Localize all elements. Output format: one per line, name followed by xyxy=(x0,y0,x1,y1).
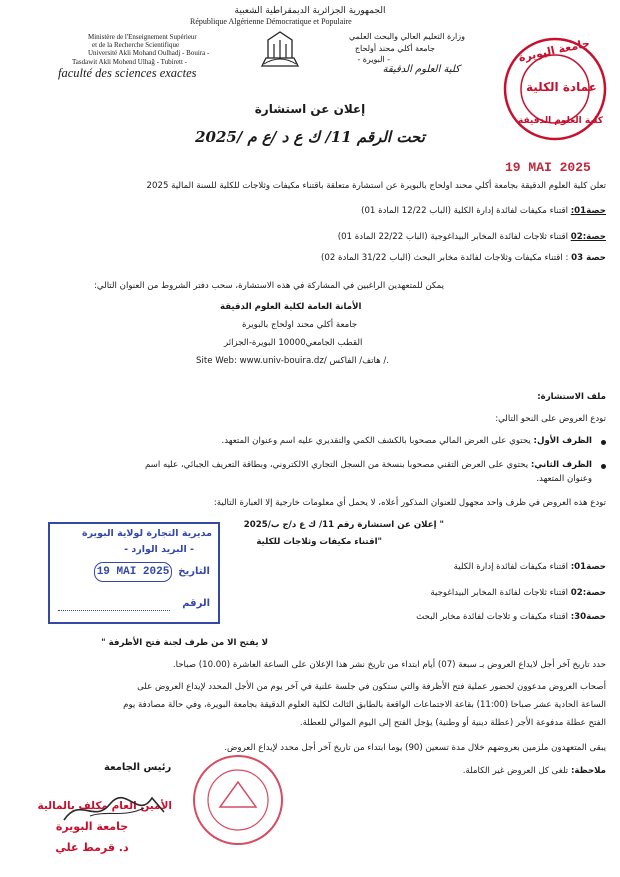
stamp-outer-text: جامعة البويرة xyxy=(517,36,591,65)
announcement-title: إعلان عن استشارة xyxy=(254,102,366,116)
envelope-2-text: يحتوي على العرض التقني مصحوبا بنسخة من السجل التجاري الالكتروني، وبطاقة التعريف الجبائي، عليه اسم xyxy=(144,460,529,470)
validity-paragraph: يبقى المتعهدون ملزمين بعروضهم خلال مدة تسعين (90) يوما ابتداء من تاريخ آخر أجل محدد لإيداع العروض. xyxy=(224,743,606,753)
intro-text: تعلن كلية العلوم الدقيقة بجامعة أكلي محند اولحاج بالبويرة عن استشارة متعلقة باقتناء مكيفات وثلاجات للكلية للسنة المالية 2025 xyxy=(146,181,606,191)
stamp-date-label: التاريخ xyxy=(178,566,210,577)
univ-fr-2: Tasdawit Akli Mohend Ulhağ - Tubirett - xyxy=(72,58,188,66)
ministry-fr-1: Ministère de l'Enseignement Supérieur xyxy=(88,33,197,41)
lot-text: اقتناء مكيفات و ثلاجات لفائدة مخابر البحث xyxy=(416,612,568,622)
note-label: ملاحظة: xyxy=(570,766,606,776)
lot-label: حصة01: xyxy=(570,206,606,216)
envelope-1-text: يحتوي على العرض المالي مصحوبا بالكشف الكمي والتقديري عليه اسم وعنوان المتعهد. xyxy=(221,436,531,446)
opening-paragraph-3: الفتح عطلة مدفوعة الأجر (عطلة دينية أو وطنية) يؤجل الفتح إلى اليوم الموالي للعطلة. xyxy=(299,718,606,728)
note-line xyxy=(463,766,606,777)
announcement-number: تحت الرقم 11/ ك ع د /ع م /2025 xyxy=(195,128,425,146)
stamp-incoming: - البريد الوارد - xyxy=(124,544,194,555)
lot-bottom-1 xyxy=(454,562,606,573)
envelope-1 xyxy=(222,436,592,447)
university-seal xyxy=(190,752,286,848)
ministry-ar: وزارة التعليم العالي والبحث العلمي xyxy=(349,32,465,41)
address-line-2: جامعة أكلي محند اولحاج بالبويرة xyxy=(242,320,358,330)
stamp-directorate: مديرية التجارة لولاية البويرة xyxy=(82,528,212,539)
address-line-3: القطب الجامعي10000 البويرة-الجزائر xyxy=(224,338,363,348)
no-open-notice: لا يفتح الا من طرف لجنة فتح الأظرفة " xyxy=(101,638,268,648)
incoming-mail-stamp xyxy=(48,522,220,624)
lot-label: حصة 03 xyxy=(571,253,606,263)
lot-top-1 xyxy=(361,206,606,217)
lot-text: : اقتناء مكيفات وثلاجات لفائدة مخابر البحث (الباب 31/22 المادة 02) xyxy=(321,253,569,263)
envelope-2-text-cont: وعنوان المتعهد. xyxy=(536,474,592,484)
stamp-center-text: عمادة الكلية xyxy=(526,80,597,94)
bullet-icon xyxy=(601,464,606,469)
envelope-quote-2: "اقتناء مكيفات وثلاجات للكلية xyxy=(256,537,382,547)
faculty-ar: كلية العلوم الدقيقة xyxy=(382,64,460,75)
opening-paragraph-1: أصحاب العروض مدعوون لحضور عملية فتح الأظرفة والتي ستكون في جلسة علنية في آخر يوم من الأجل المحدد لإيداع العروض على xyxy=(137,682,606,692)
deadline-paragraph: حدد تاريخ آخر أجل لايداع العروض بـ سبعة (07) أيام ابتداء من تاريخ نشر هذا الإعلان على الساعة العاشرة (10.00) صباحا. xyxy=(172,660,606,670)
faculty-fr: faculté des sciences exactes xyxy=(58,66,197,80)
address-line-1: الأمانة العامة لكلية العلوم الدقيقة xyxy=(220,302,362,312)
bullet-icon xyxy=(601,440,606,445)
lot-top-2 xyxy=(338,232,606,243)
lot-label: حصة01: xyxy=(570,562,606,572)
lot-label: حصة30: xyxy=(570,612,606,622)
envelope-quote-1: " إعلان عن استشارة رقم 11/ ك ع د/ج ب/2025 xyxy=(243,520,444,530)
lot-bottom-3 xyxy=(416,612,606,623)
lot-text: اقتناء مكيفات لفائدة إدارة الكلية xyxy=(453,562,568,572)
opening-paragraph-2: الساعة الحادية عشر صباحا (11:00) بقاعة الاجتماعات الواقعة بالطابق الثالث لكلية العلوم الدقيقة بجامعة البويرة، وفي حالة مصادفة يوم xyxy=(123,700,606,710)
stamp-name: د. قرمط علي xyxy=(55,841,129,854)
lot-label: حصة:02 xyxy=(570,588,606,598)
dossier-intro: تودع العروض على النحو التالي: xyxy=(495,414,606,424)
envelope-2 xyxy=(145,460,592,471)
lot-bottom-2 xyxy=(430,588,606,599)
wilaya-ar: - البويرة - xyxy=(357,55,390,64)
lot-text: اقتناء ثلاجات لفائدة المخابر البيداغوجية (الباب 22/22 المادة 01) xyxy=(337,232,568,242)
lot-top-3 xyxy=(321,253,606,264)
stamp-role: الأمين العام مكلف بالمالية xyxy=(37,800,172,812)
univ-fr-1: Université Akli Mohand Oulhadj - Bouira - xyxy=(88,49,210,57)
faculty-dean-stamp xyxy=(500,34,610,144)
lot-text: اقتناء ثلاجات لفائدة المخابر البيداغوجية xyxy=(430,588,568,598)
republic-fr: République Algérienne Démocratique et Populaire xyxy=(190,17,352,26)
address-line-4: Site Web: www.univ-bouira.dz/ هاتف/ الفاكس /. xyxy=(196,356,389,366)
univ-ar: جامعة أكلي محند أولحاج xyxy=(354,44,435,53)
stamp-date-value: 19 MAI 2025 xyxy=(94,562,172,582)
envelope-1-label: الظرف الأول: xyxy=(533,436,592,446)
republic-ar: الجمهورية الجزائرية الديمقراطية الشعبية xyxy=(234,6,386,16)
envelope-2-label: الظرف الثاني: xyxy=(530,460,592,470)
university-logo xyxy=(258,28,302,70)
stamp-number-label: الرقم xyxy=(182,598,210,609)
dossier-heading: ملف الاستشارة: xyxy=(537,392,606,402)
stamp-bottom-text: كلية العلوم الدقيقة xyxy=(518,116,603,126)
handwritten-signature xyxy=(60,790,170,830)
stamp-number-line xyxy=(58,610,170,611)
stamp-university: جامعة البويرة xyxy=(55,820,129,833)
date-stamp: 19 MAI 2025 xyxy=(505,160,591,175)
signature-title: رئيس الجامعة xyxy=(104,762,172,773)
note-text: تلغى كل العروض غير الكاملة. xyxy=(462,766,569,776)
lot-text: اقتناء مكيفات لفائدة إدارة الكلية (الباب 12/22 المادة 01) xyxy=(361,206,568,216)
invite-text: يمكن للمتعهدين الراغبين في المشاركة في هذه الاستشارة، سحب دفتر الشروط من العنوان التالي: xyxy=(94,281,444,291)
ministry-fr-2: et de la Recherche Scientifique xyxy=(92,41,180,49)
deposit-text: تودع هذه العروض في ظرف واحد مجهول للعنوان المذكور أعلاه، لا يحمل أي معلومات خارجية إلا العبارة التالية: xyxy=(213,498,606,508)
lot-label: حصة:02 xyxy=(570,232,606,242)
